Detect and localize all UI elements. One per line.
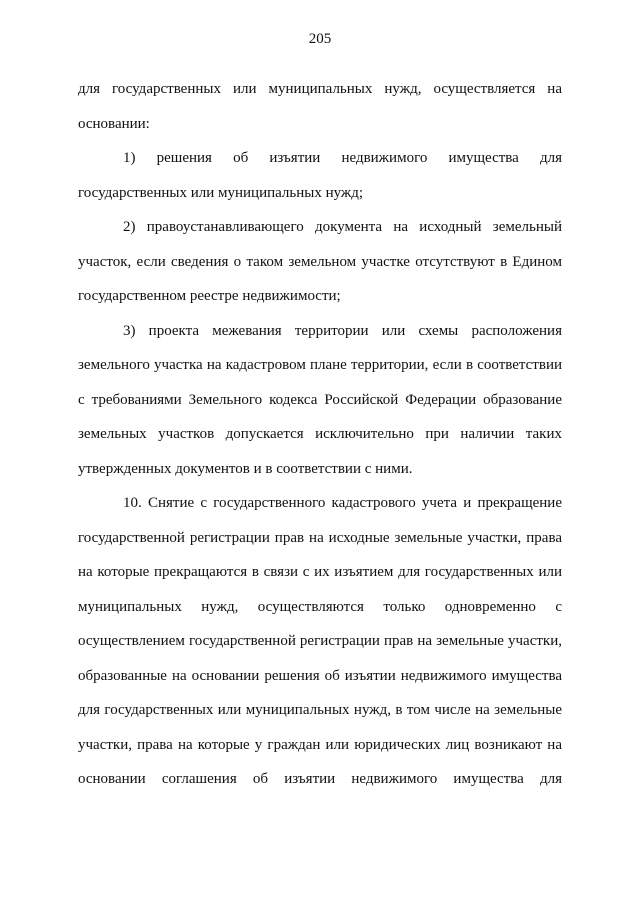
paragraph-intro: для государственных или муниципальных нужд, осуществляется на основании: [78,81,562,132]
paragraph-item-3: 3) проекта межевания территории или схемы расположения земельного участка на кадастровом плане территории, если в соответствии с требованиями Земельного кодекса Российской Федерации образование земельных участков допускается исключительно при наличии таких утвержденных документов и в соответствии с ними. [78,322,562,477]
paragraph-clause-10: 10. Снятие с государственного кадастрового учета и прекращение государственной регистрации прав на исходные земельные участки, права на которые прекращаются в связи с их изъятием для государственных или муниципальных нужд, осуществляются только одновременно с осуществлением государственной регистрации прав на земельные участки, образованные на основании решения об изъятии недвижимого имущества для государственных или муниципальных нужд, в том числе на земельные участки, права на которые у граждан или юридических лиц возникают на основании соглашения об изъятии недвижимого имущества для [78,495,562,787]
paragraph-item-2: 2) правоустанавливающего документа на исходный земельный участок, если сведения о таком земельном участке отсутствуют в Едином государственном реестре недвижимости; [78,219,562,304]
paragraph-item-1: 1) решения об изъятии недвижимого имущества для государственных или муниципальных нужд; [78,150,562,201]
document-body [78,72,562,797]
page-number: 205 [308,31,332,47]
